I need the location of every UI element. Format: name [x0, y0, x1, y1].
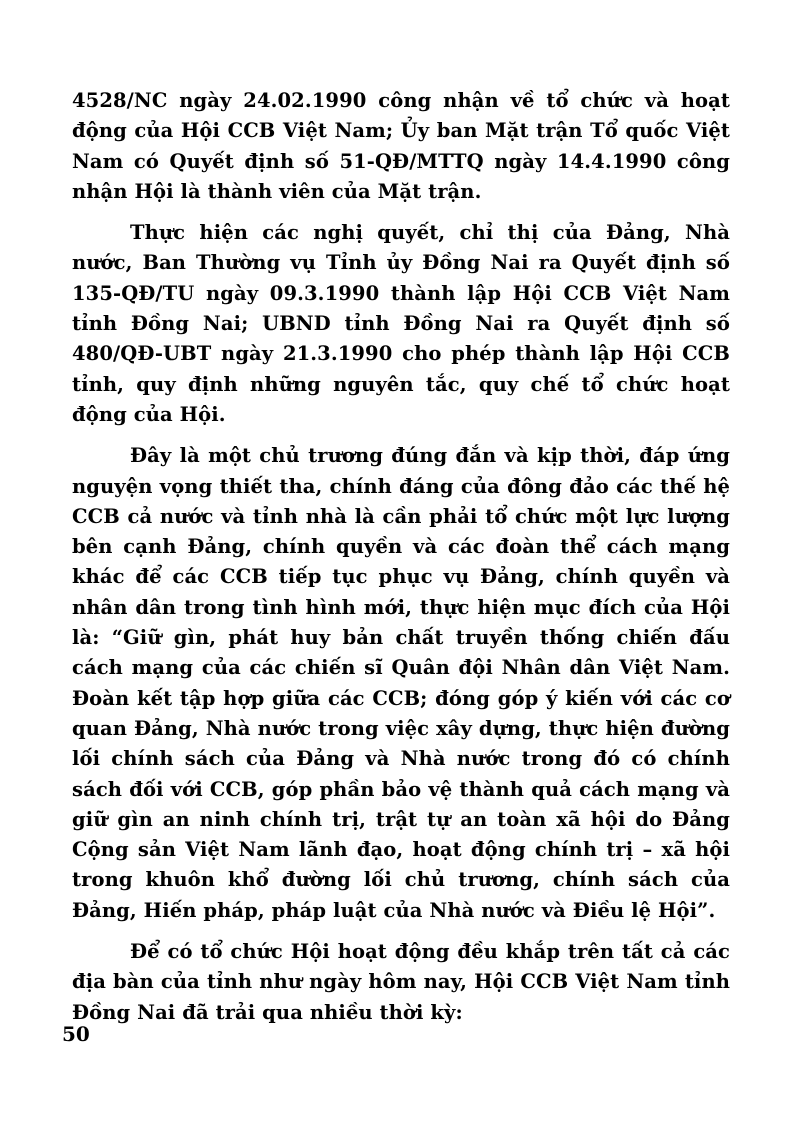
- paragraph-policy: Đây là một chủ trương đúng đắn và kịp thời, đáp ứng nguyện vọng thiết tha, chính đáng của đông đảo các thế hệ CCB cả nước và tỉnh nhà là cần phải tổ chức một lực lượng bên cạnh Đảng, chính quyền và các đoàn thể cách mạng khác để các CCB tiếp tục phục vụ Đảng, chính quyền và nhân dân trong tình hình mới, thực hiện mục đích của Hội là: “Giữ gìn, phát huy bản chất truyền thống chiến đấu cách mạng của các chiến sĩ Quân đội Nhân dân Việt Nam. Đoàn kết tập hợp giữa các CCB; đóng góp ý kiến với các cơ quan Đảng, Nhà nước trong việc xây dựng, thực hiện đường lối chính sách của Đảng và Nhà nước trong đó có chính sách đối với CCB, góp phần bảo vệ thành quả cách mạng và giữ gìn an ninh chính trị, trật tự an toàn xã hội do Đảng Cộng sản Việt Nam lãnh đạo, hoạt động chính trị – xã hội trong khuôn khổ đường lối chủ trương, chính sách của Đảng, Hiến pháp, pháp luật của Nhà nước và Điều lệ Hội”.: [72, 444, 730, 922]
- body-text: [72, 86, 730, 1039]
- paragraph-continuation: 4528/NC ngày 24.02.1990 công nhận về tổ chức và hoạt động của Hội CCB Việt Nam; Ủy ban Mặt trận Tổ quốc Việt Nam có Quyết định số 51-QĐ/MTTQ ngày 14.4.1990 công nhận Hội là thành viên của Mặt trận.: [72, 89, 730, 203]
- paragraph-resolutions: Thực hiện các nghị quyết, chỉ thị của Đảng, Nhà nước, Ban Thường vụ Tỉnh ủy Đồng Nai ra Quyết định số 135-QĐ/TU ngày 09.3.1990 thành lập Hội CCB Việt Nam tỉnh Đồng Nai; UBND tỉnh Đồng Nai ra Quyết định số 480/QĐ-UBT ngày 21.3.1990 cho phép thành lập Hội CCB tỉnh, quy định những nguyên tắc, quy chế tổ chức hoạt động của Hội.: [72, 221, 730, 426]
- page-number: 50: [62, 1022, 90, 1046]
- paragraph-periods: Để có tổ chức Hội hoạt động đều khắp trên tất cả các địa bàn của tỉnh như ngày hôm nay, Hội CCB Việt Nam tỉnh Đồng Nai đã trải qua nhiều thời kỳ:: [72, 940, 730, 1024]
